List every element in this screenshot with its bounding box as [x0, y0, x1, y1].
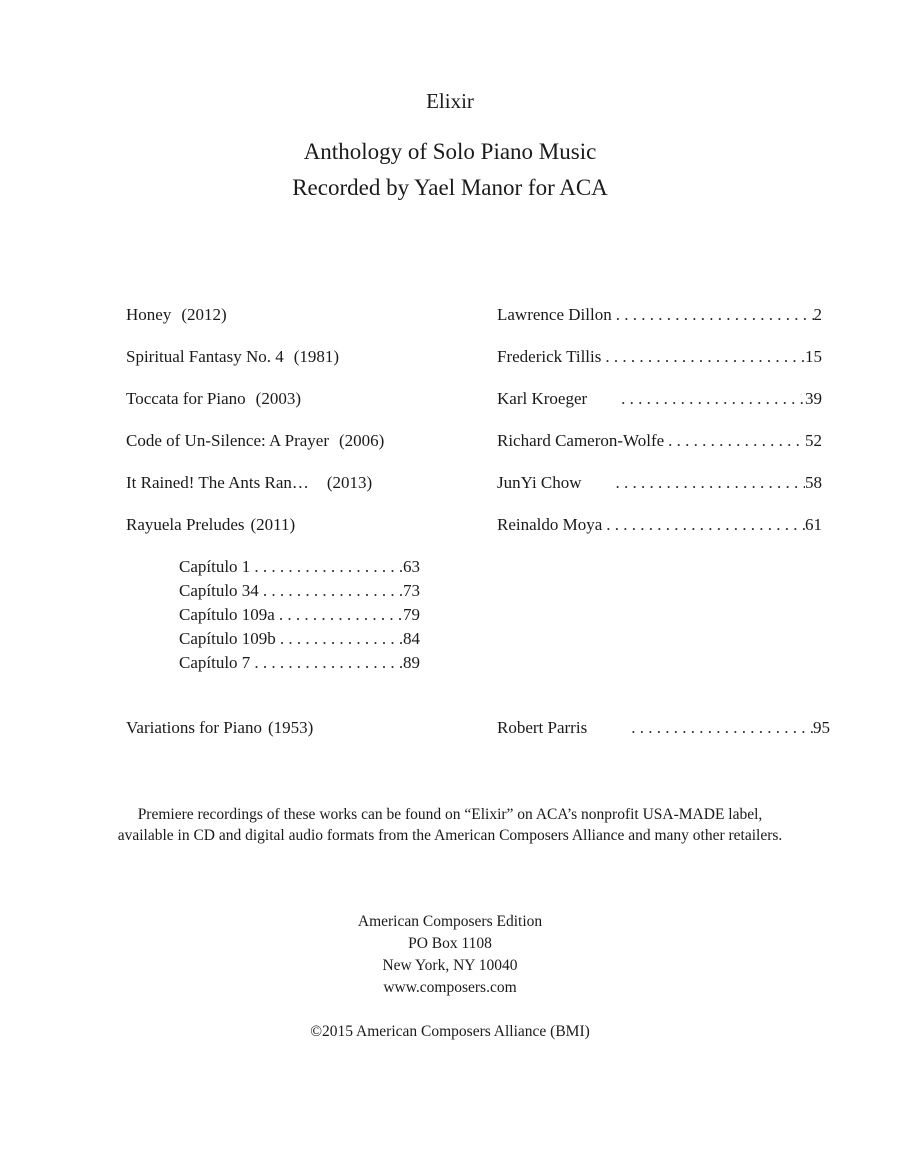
prelude-label: Capítulo 1: [179, 557, 251, 576]
recording-note-line-1: Premiere recordings of these works can be found on “Elixir” on ACA’s nonprofit USA-MADE label,: [137, 806, 763, 823]
leader-dots: [612, 473, 805, 493]
subtitle-line-2: Recorded by Yael Manor for ACA: [292, 175, 608, 200]
composer-name: Richard Cameron-Wolfe: [497, 431, 665, 450]
composer-name: Lawrence Dillon: [497, 305, 612, 324]
publisher-po-box: PO Box 1108: [408, 935, 492, 952]
leader-dots: [617, 389, 805, 409]
page-title: Elixir: [426, 89, 474, 113]
prelude-label: Capítulo 109a: [179, 605, 275, 624]
leader-dots: [612, 305, 814, 325]
page-number: 58: [805, 473, 822, 492]
leader-dots: [250, 653, 403, 673]
page-number: 95: [813, 718, 830, 737]
leader-dots: [601, 347, 805, 367]
recording-note-line-2: available in CD and digital audio formats from the American Composers Alliance and many other retailers.: [117, 827, 783, 844]
publisher-website[interactable]: www.composers.com: [383, 979, 517, 996]
page-number: 84: [403, 629, 420, 648]
composer-entry: [497, 473, 822, 493]
page-number: 2: [813, 305, 822, 324]
work-title: [126, 718, 313, 738]
leader-dots: [259, 581, 403, 601]
page-number: 79: [403, 605, 420, 624]
work-title: [126, 431, 384, 451]
prelude-label: Capítulo 7: [179, 653, 251, 672]
leader-dots: [276, 629, 403, 649]
composer-entry: [497, 431, 822, 451]
page-number: 89: [403, 653, 420, 672]
work-name: Toccata for Piano: [126, 389, 246, 408]
work-year: (2006): [339, 431, 385, 450]
composer-name: Reinaldo Moya: [497, 515, 603, 534]
work-year: (2003): [255, 389, 301, 408]
leader-dots: [602, 515, 805, 535]
publisher-name: American Composers Edition: [357, 913, 543, 930]
page-number: 61: [805, 515, 822, 534]
page-number: 39: [805, 389, 822, 408]
publisher-city: New York, NY 10040: [382, 957, 518, 974]
leader-dots: [664, 431, 805, 451]
composer-entry: [497, 718, 830, 738]
prelude-entry: [179, 557, 420, 577]
work-name: Rayuela Preludes: [126, 515, 245, 534]
copyright-notice: ©2015 American Composers Alliance (BMI): [310, 1023, 590, 1040]
work-year: (1953): [267, 718, 314, 737]
page-number: 52: [805, 431, 822, 450]
page-number: 15: [805, 347, 822, 366]
work-title: [126, 473, 372, 493]
composer-entry: [497, 305, 822, 325]
work-year: (2011): [250, 515, 296, 534]
composer-name: Karl Kroeger: [497, 389, 588, 408]
work-title: [126, 515, 295, 535]
subtitle-line-1: Anthology of Solo Piano Music: [303, 139, 597, 164]
work-title: [126, 305, 227, 325]
composer-entry: [497, 347, 822, 367]
work-name: Variations for Piano: [126, 718, 262, 737]
work-title: [126, 347, 339, 367]
work-year: (2013): [326, 473, 373, 492]
composer-name: Frederick Tillis: [497, 347, 602, 366]
prelude-entry: [179, 629, 420, 649]
composer-entry: [497, 389, 822, 409]
work-year: (1981): [293, 347, 340, 366]
work-year: (2012): [181, 305, 227, 324]
work-title: [126, 389, 301, 409]
work-name: Spiritual Fantasy No. 4: [126, 347, 284, 366]
prelude-label: Capítulo 109b: [179, 629, 276, 648]
page-number: 63: [403, 557, 420, 576]
page-number: 73: [403, 581, 420, 600]
prelude-label: Capítulo 34: [179, 581, 259, 600]
prelude-entry: [179, 653, 420, 673]
leader-dots: [627, 718, 813, 738]
prelude-entry: [179, 605, 420, 625]
leader-dots: [275, 605, 403, 625]
prelude-entry: [179, 581, 420, 601]
work-name: It Rained! The Ants Ran…: [126, 473, 309, 492]
composer-name: Robert Parris: [497, 718, 588, 737]
composer-name: JunYi Chow: [497, 473, 582, 492]
work-name: Code of Un-Silence: A Prayer: [126, 431, 330, 450]
leader-dots: [250, 557, 403, 577]
work-name: Honey: [126, 305, 172, 324]
composer-entry: [497, 515, 822, 535]
